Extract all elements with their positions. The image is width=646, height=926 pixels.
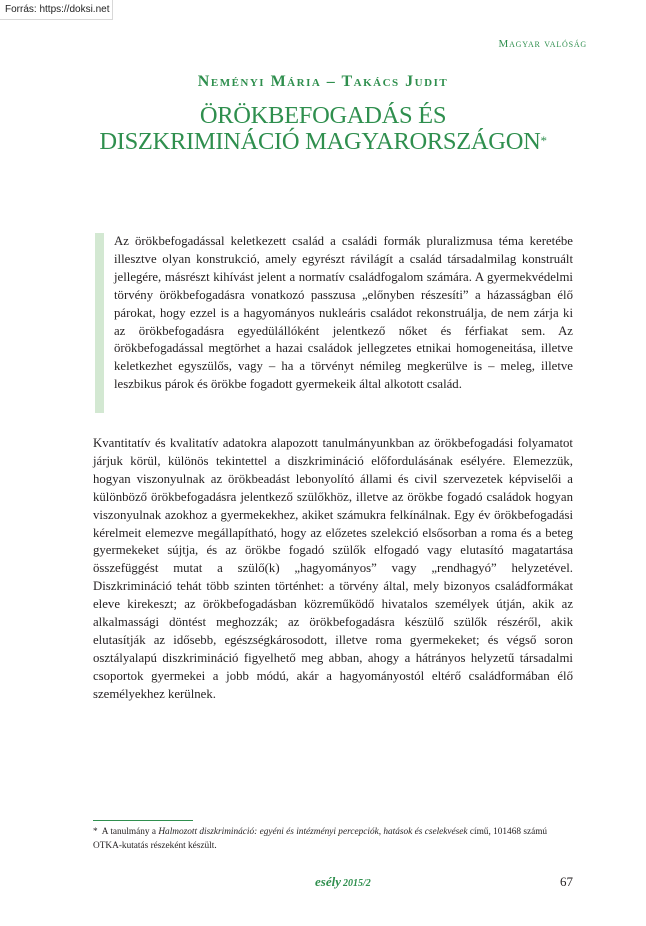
title-line-1: ÖRÖKBEFOGADÁS ÉS [199, 102, 447, 129]
footnote [93, 826, 573, 854]
title-line-2-text: DISZKRIMINÁCIÓ MAGYARORSZÁGON [99, 128, 541, 155]
journal-title: esély [315, 874, 341, 889]
article-authors: Neményi Mária – Takács Judit [197, 73, 449, 90]
page-number: 67 [560, 874, 573, 889]
footnote-mark: * [93, 827, 98, 837]
journal-name [315, 874, 371, 890]
title-footnote-mark: * [540, 133, 547, 148]
body-paragraph: Kvantitatív és kvalitatív adatokra alapozott tanulmányunkban az örökbefogadási folyamatot járjuk körül, különös tekintettel a diszkrimináció előfordulásának esélyére. Elemezzük, hogyan viszonyulnak az örökbeadást lebonyolító állami és civil szervezetek képviselői a különböző örökbefogadásra jelentkező szülőkhöz, illetve az örökbe fogadó családok hogyan viszonyulnak azokhoz a gyermekekhez, akiket számukra felkínálnak. Egy év örökbefogadási kérelmeit elemezve megállapítható, hogy az előzetes szelekció elsősorban a roma és a beteg gyermekeket sújtja, és az örökbe fogadó szülők elfogadó vagy elutasító magatartása összefüggést mutat a szülő(k) „hagyományos” vagy „rendhagyó” helyzetével. Diszkrimináció tehát több szinten történhet: a törvény által, mely bizonyos családformákat eleve kirekeszt; az örökbefogadásban közreműködő hivatalos személyek útján, akik az alkalmassági döntést meghozzák; az örökbefogadásra készülő szülők részéről, akik elutasítják az idősebb, egészségkárosodott, illetve roma gyermekeket; és végső soron osztályalapú diszkrimináció figyelhető meg abban, ahogy a hátrányos helyzetű társadalmi csoportok gyermekei a jobb módú, akár a hagyományostól eltérő családformában élő személyekhez kerülnek. [93, 436, 573, 701]
abstract-paragraph: Az örökbefogadással keletkezett család a családi formák pluralizmusa téma keretébe illesztve olyan konstrukció, amely egyrészt rávilágít a család társadalmilag konstruált jellegére, másrészt kihívást jelent a normatív családfogalom számára. A gyermekvédelmi törvény örökbefogadásra vonatkozó passzusa „előnyben részesíti” a házasságban élő párokat, hogy ezzel is a hagyományos nukleáris családot rekonstruálja, de nem zárja ki az örökbefogadásra egyedülállóként jelentkező nőket és férfiakat sem. Az örökbefogadással megtörhet a hazai családok jellegzetes etnikai homogeneitása, illetve keletkezhet egyszülős, vagy – ha a törvényt némileg megkerülve is – meleg, illetve leszbikus párok és örökbe fogadott gyermekeik által alkotott család. [114, 234, 573, 392]
footnote-prefix: A tanulmány a [101, 827, 159, 837]
journal-issue: 2015/2 [342, 878, 371, 889]
footnote-project-title: Halmozott diszkrimináció: egyéni és intézményi percepciók, hatások és cselekvések [158, 827, 468, 837]
title-line-2 [0, 129, 646, 158]
source-label: Forrás: https://doksi.net [0, 0, 113, 20]
abstract-accent-bar [95, 233, 104, 413]
footnote-suffix: című, 101468 számú OTKA-kutatás részeként készült. [93, 827, 548, 851]
section-label: Magyar valóság [498, 38, 587, 50]
footnote-divider [93, 820, 193, 821]
article-title [0, 103, 646, 158]
